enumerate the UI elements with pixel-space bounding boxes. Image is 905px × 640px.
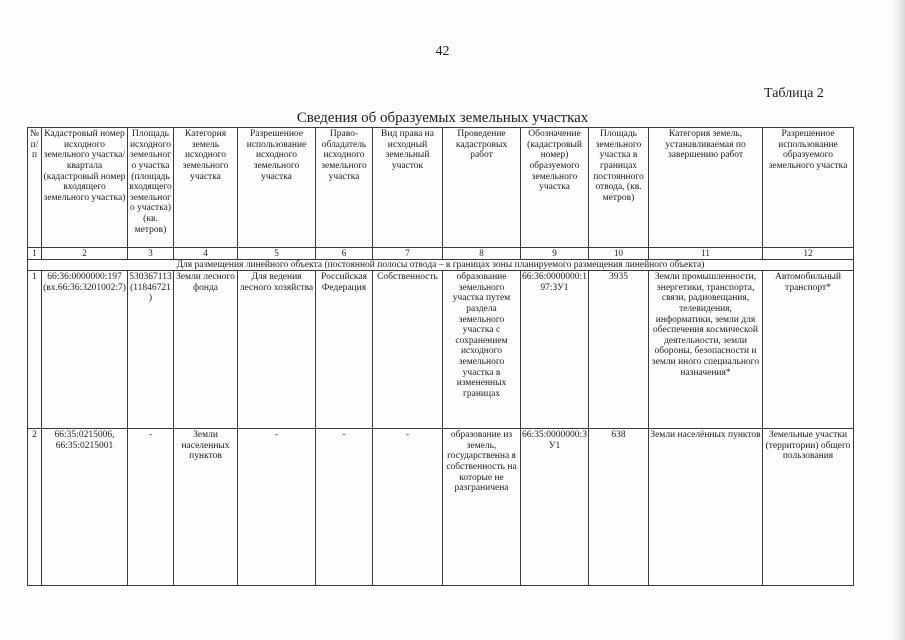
header-cell-new-designation: Обозначение (кадастровый номер) образуемого земельного участка — [521, 128, 589, 248]
page-number: 42 — [435, 44, 450, 59]
page-edge-shadow — [891, 0, 905, 640]
column-number: 10 — [589, 248, 649, 260]
source-permitted-use: Для ведения лесного хозяйства — [238, 271, 316, 429]
header-row — [28, 128, 854, 248]
column-number: 9 — [521, 248, 589, 260]
table-label: Таблица 2 — [764, 86, 824, 101]
new-plot-area: 3935 — [589, 271, 649, 429]
new-plot-designation: 66:36:0000000:197:ЗУ1 — [521, 271, 589, 429]
header-cell-new-category: Категория земель, устанавливаемая по завершению работ — [649, 128, 763, 248]
new-permitted-use: Земельные участки (территории) общего пользования — [763, 429, 854, 586]
owner: - — [316, 429, 373, 586]
column-number: 2 — [42, 248, 128, 260]
header-cell-source-area: Площадь исходного земельного участка (площадь входящего земельного участка) (кв. метров) — [128, 128, 174, 248]
header-cell-source-category: Категория земель исходного земельного участка — [174, 128, 238, 248]
header-cell-source-cadastral: Кадастровый номер исходного земельного участка/квартала (кадастровый номер входящего земельного участка) — [42, 128, 128, 248]
header-cell-owner: Право-обладатель исходного земельного участка — [316, 128, 373, 248]
section-heading: Для размещения линейного объекта (постоянной полосы отвода – в границах зоны планируемого размещения линейного объекта) — [28, 260, 854, 271]
row-number: 2 — [28, 429, 42, 586]
column-number: 7 — [373, 248, 443, 260]
column-number: 12 — [763, 248, 854, 260]
cadastral-works: образование из земель, государственна я собственность на которые не разграничена — [443, 429, 521, 586]
source-category: Земли населенных пунктов — [174, 429, 238, 586]
source-category: Земли лесного фонда — [174, 271, 238, 429]
document-title: Сведения об образуемых земельных участках — [296, 110, 589, 126]
new-permitted-use: Автомобильный транспорт* — [763, 271, 854, 429]
source-permitted-use: - — [238, 429, 316, 586]
new-plot-area: 638 — [589, 429, 649, 586]
owner: Российская Федерация — [316, 271, 373, 429]
right-type: Собственность — [373, 271, 443, 429]
column-number-row — [28, 248, 854, 260]
cadastral-works: образование земельного участка путем раздела земельного участка с сохранением исходного земельного участка в измененных границах — [443, 271, 521, 429]
column-number: 11 — [649, 248, 763, 260]
new-category: Земли промышленности, энергетики, транспорта, связи, радиовещания, телевидения, информатики, земли для обеспечения космической деятельности, земли обороны, безопасности и земли иного специального назначения* — [649, 271, 763, 429]
column-number: 5 — [238, 248, 316, 260]
new-category: Земли населённых пунктов — [649, 429, 763, 586]
column-number: 4 — [174, 248, 238, 260]
new-plot-designation: 66:35:0000000:ЗУ1 — [521, 429, 589, 586]
source-area: 530367113 (11846721) — [128, 271, 174, 429]
land-plots-table — [27, 127, 854, 586]
right-type: - — [373, 429, 443, 586]
header-cell-right-type: Вид права на исходный земельный участок — [373, 128, 443, 248]
table-row — [28, 271, 854, 429]
column-number: 3 — [128, 248, 174, 260]
section-heading-row — [28, 260, 854, 271]
header-cell-new-area: Площадь земельного участка в границах постоянного отвода, (кв. метров) — [589, 128, 649, 248]
source-area: - — [128, 429, 174, 586]
header-cell-new-use: Разрешенное использование образуемого земельного участка — [763, 128, 854, 248]
header-cell-source-use: Разрешенное использование исходного земельного участка — [238, 128, 316, 248]
source-cadastral-number: 66:36:0000000:197 (вх.66:36:3201002:7) — [42, 271, 128, 429]
column-number: 8 — [443, 248, 521, 260]
column-number: 6 — [316, 248, 373, 260]
column-number: 1 — [28, 248, 42, 260]
source-cadastral-number: 66:35:0215006, 66:35:0215001 — [42, 429, 128, 586]
table-row — [28, 429, 854, 586]
header-cell-number: № п/п — [28, 128, 42, 248]
row-number: 1 — [28, 271, 42, 429]
header-cell-cadastral-works: Проведение кадастровых работ — [443, 128, 521, 248]
